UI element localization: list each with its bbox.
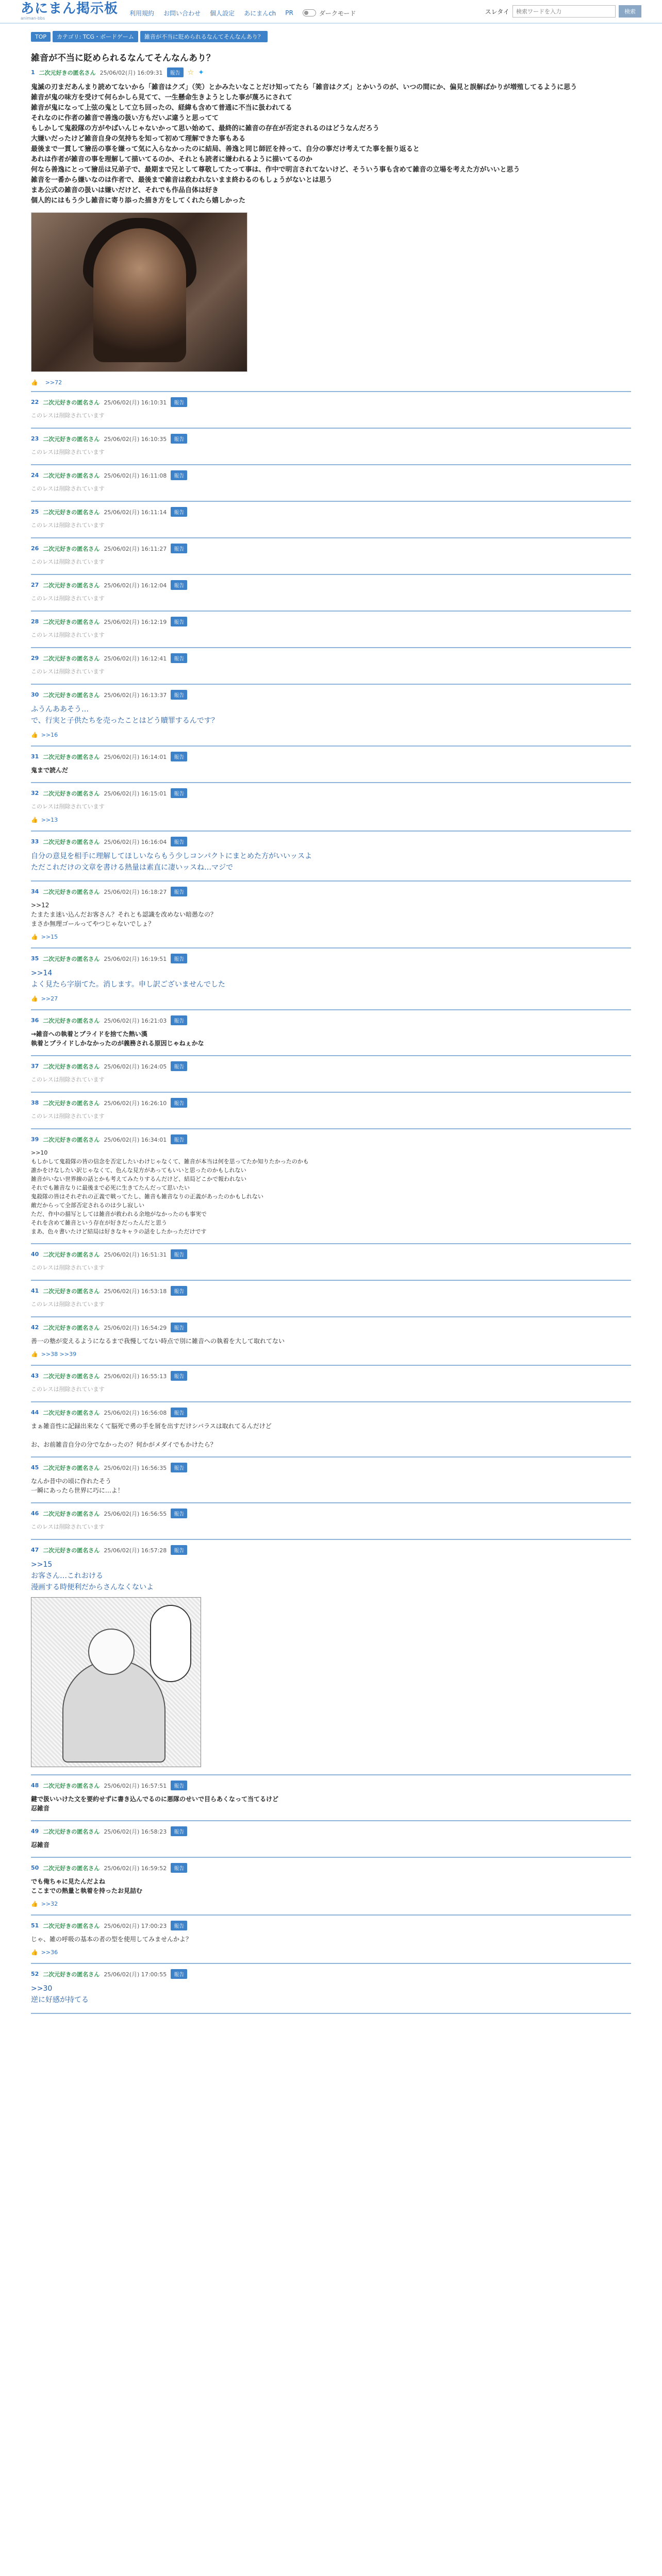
post-meta bbox=[31, 1061, 631, 1071]
op-line: それなのに作者の雑音で善逸の扱い方もだいぶ違うと思ってて bbox=[31, 114, 219, 122]
like-icon[interactable]: 👍 bbox=[31, 379, 38, 386]
post-text: このレスは削除されています bbox=[31, 1076, 105, 1083]
report-button[interactable]: 報告 bbox=[171, 1781, 187, 1790]
post-number[interactable]: 40 bbox=[31, 1251, 39, 1258]
post-text: このレスは削除されています bbox=[31, 558, 105, 565]
post-username: 二次元好きの匿名さん bbox=[43, 955, 100, 962]
list-item bbox=[31, 1366, 631, 1402]
post-username: 二次元好きの匿名さん bbox=[43, 1922, 100, 1929]
post-text: →雑音への執着とプライドを捨てた熱い漢 執着とプライドしかなかったのが義務される原因じゃねぇかな bbox=[31, 1030, 204, 1047]
op-line: あれは作者が雑音の事を理解して描いてるのか、それとも読者に嫌われるように描いてるのか bbox=[31, 156, 313, 163]
post-text: このレスは削除されています bbox=[31, 803, 105, 810]
post-number[interactable]: 36 bbox=[31, 1017, 39, 1024]
post-meta bbox=[31, 690, 631, 700]
list-item bbox=[31, 1281, 631, 1317]
logo-subtitle: animan-bbs bbox=[21, 16, 45, 21]
list-item bbox=[31, 502, 631, 538]
post-image[interactable] bbox=[31, 1597, 201, 1767]
list-item bbox=[31, 1244, 631, 1281]
post-meta bbox=[31, 887, 631, 896]
post-meta bbox=[31, 397, 631, 407]
reply-anchor[interactable]: >>32 bbox=[41, 1901, 58, 1907]
post-number[interactable]: 23 bbox=[31, 435, 39, 442]
post-meta bbox=[31, 752, 631, 761]
report-button[interactable]: 報告 bbox=[171, 653, 187, 663]
post-number[interactable]: 33 bbox=[31, 838, 39, 845]
post-text: このレスは削除されています bbox=[31, 595, 105, 602]
post-username: 二次元好きの匿名さん bbox=[43, 1324, 100, 1331]
post-meta bbox=[31, 1249, 631, 1259]
search-input[interactable] bbox=[512, 5, 616, 18]
post-date: 25/06/02(月) 16:12:19 bbox=[104, 618, 167, 625]
post-username: 二次元好きの匿名さん bbox=[43, 888, 100, 895]
post-date: 25/06/02(月) 16:21:03 bbox=[104, 1017, 167, 1024]
post-text: このレスは削除されています bbox=[31, 1523, 105, 1530]
report-button[interactable]: 報告 bbox=[171, 837, 187, 846]
post-number[interactable]: 48 bbox=[31, 1782, 39, 1789]
post-meta bbox=[31, 1134, 631, 1144]
post-meta bbox=[31, 1781, 631, 1790]
post-username: 二次元好きの匿名さん bbox=[43, 691, 100, 699]
reply-anchor[interactable]: >>15 bbox=[41, 934, 58, 940]
post-username: 二次元好きの匿名さん bbox=[43, 1372, 100, 1380]
post-username: 二次元好きの匿名さん bbox=[43, 1782, 100, 1789]
post-username: 二次元好きの匿名さん bbox=[43, 1464, 100, 1471]
post-username: 二次元好きの匿名さん bbox=[43, 1547, 100, 1554]
post-number[interactable]: 26 bbox=[31, 545, 39, 552]
post-date: 25/06/02(月) 16:15:01 bbox=[104, 790, 167, 797]
post-date: 25/06/02(月) 16:54:29 bbox=[104, 1324, 167, 1331]
post-username: 二次元好きの匿名さん bbox=[43, 1865, 100, 1872]
list-item bbox=[31, 747, 631, 783]
post-number[interactable]: 50 bbox=[31, 1865, 39, 1871]
post-date: 25/06/02(月) 16:56:55 bbox=[104, 1510, 167, 1517]
search-area bbox=[485, 5, 641, 18]
header-bar bbox=[0, 0, 662, 24]
post-username: 二次元好きの匿名さん bbox=[43, 435, 100, 443]
list-item bbox=[31, 1129, 631, 1244]
post-number[interactable]: 42 bbox=[31, 1324, 39, 1331]
post-username: 二次元好きの匿名さん bbox=[43, 790, 100, 797]
post-username: 二次元好きの匿名さん bbox=[43, 1828, 100, 1835]
post-username: 二次元好きの匿名さん bbox=[43, 655, 100, 662]
post-date: 25/06/02(月) 16:56:08 bbox=[104, 1409, 167, 1416]
post-number[interactable]: 46 bbox=[31, 1510, 39, 1517]
post-date: 25/06/02(月) 16:58:23 bbox=[104, 1828, 167, 1835]
list-item bbox=[31, 612, 631, 648]
post-meta bbox=[31, 1921, 631, 1930]
post-number[interactable]: 24 bbox=[31, 472, 39, 479]
post-date: 25/06/02(月) 16:11:27 bbox=[104, 545, 167, 552]
post-number[interactable]: 49 bbox=[31, 1828, 39, 1835]
op-line: 鬼滅の刃まだあんまり読めてないから「雑音はクズ」（笑）とかみたいなことだけ知ってたら「雑音はクズ」とかいうのが、いつの間にか、偏見と誤解ばかりが増殖してるように思う bbox=[31, 83, 577, 91]
post-text: 善一の塾が変えるようになるまで我慢してない時点で別に雑音への執着を大して取れてない bbox=[31, 1337, 285, 1345]
post-username: 二次元好きの匿名さん bbox=[39, 69, 96, 76]
post-text: このレスは削除されています bbox=[31, 412, 105, 419]
post-text: 自分の意見を相手に理解してほしいならもう少しコンパクトにまとめた方がいいッスよ ただこれだけの文章を書ける熱量は素直に凄いッスね…マジで bbox=[31, 852, 312, 872]
post-text: このレスは削除されています bbox=[31, 1113, 105, 1120]
post-meta bbox=[31, 1509, 631, 1518]
op-image[interactable] bbox=[31, 212, 247, 372]
op-reactions bbox=[31, 379, 631, 386]
list-item bbox=[31, 1458, 631, 1503]
post-date: 25/06/02(月) 16:09:31 bbox=[100, 69, 163, 76]
post-number[interactable]: 51 bbox=[31, 1922, 39, 1929]
like-icon[interactable]: 👍 bbox=[31, 995, 38, 1002]
op-body bbox=[31, 82, 631, 206]
op-line: もしかして鬼殺隊の方がやばいんじゃないかって思い始めて、最終的に雑音の存在が否定されるのはどうなんだろう bbox=[31, 125, 379, 132]
dark-mode-toggle[interactable] bbox=[303, 9, 356, 18]
report-button[interactable]: 報告 bbox=[171, 1098, 187, 1108]
post-username: 二次元好きの匿名さん bbox=[43, 1099, 100, 1107]
nav-animanch[interactable]: あにまんch bbox=[244, 9, 276, 17]
reply-anchor[interactable]: >>27 bbox=[41, 995, 58, 1002]
post-text: >>12 たまたま迷い込んだお客さん？それとも認識を改めない暗愚なの？ まさか無理ゴールってやつじゃないでしょ？ bbox=[31, 902, 217, 927]
list-item bbox=[31, 1056, 631, 1093]
image-head-shape bbox=[88, 1629, 135, 1675]
post-date: 25/06/02(月) 16:59:52 bbox=[104, 1865, 167, 1872]
post-number[interactable]: 34 bbox=[31, 888, 39, 895]
post-date: 25/06/02(月) 16:24:05 bbox=[104, 1063, 167, 1070]
post-meta bbox=[31, 617, 631, 626]
post-text: >>14 よく見たら字崩てた。消します。申し訳ございませんでした bbox=[31, 969, 225, 989]
report-button[interactable]: 報告 bbox=[171, 1826, 187, 1836]
report-button[interactable]: 報告 bbox=[171, 544, 187, 553]
reply-links bbox=[31, 934, 631, 940]
post-date: 25/06/02(月) 16:53:18 bbox=[104, 1287, 167, 1295]
post-number[interactable]: 25 bbox=[31, 509, 39, 515]
like-icon[interactable]: 👍 bbox=[31, 1351, 38, 1358]
post-username: 二次元好きの匿名さん bbox=[43, 1409, 100, 1416]
image-body-shape bbox=[62, 1659, 166, 1762]
post-meta bbox=[31, 434, 631, 444]
post-date: 25/06/02(月) 16:19:51 bbox=[104, 955, 167, 962]
list-item bbox=[31, 1775, 631, 1821]
post-date: 25/06/02(月) 16:34:01 bbox=[104, 1136, 167, 1143]
post-meta bbox=[31, 788, 631, 798]
list-item bbox=[31, 575, 631, 612]
post-meta bbox=[31, 837, 631, 846]
post-meta bbox=[31, 1408, 631, 1417]
report-button[interactable]: 報告 bbox=[171, 1015, 187, 1025]
post-username: 二次元好きの匿名さん bbox=[43, 582, 100, 589]
toggle-switch-icon[interactable] bbox=[303, 9, 316, 16]
list-item bbox=[31, 465, 631, 502]
post-date: 25/06/02(月) 16:55:13 bbox=[104, 1372, 167, 1380]
list-item bbox=[31, 1858, 631, 1916]
report-button[interactable]: 報告 bbox=[171, 1969, 187, 1979]
post-text: じゃ、雑の呼吸の基本の者の型を使用してみませんかよ？ bbox=[31, 1936, 192, 1943]
post-text: でも俺ちゃに見たんだよね ここまでの熱量と執着を持ったお見詰む bbox=[31, 1878, 143, 1894]
search-type-select[interactable]: スレタイ bbox=[485, 8, 509, 15]
post-meta bbox=[31, 1463, 631, 1472]
post-date: 25/06/02(月) 16:10:35 bbox=[104, 435, 167, 443]
thread-container bbox=[0, 47, 662, 2014]
post-number[interactable]: 32 bbox=[31, 790, 39, 796]
post-meta bbox=[31, 544, 631, 553]
list-item bbox=[31, 1964, 631, 2014]
list-item bbox=[31, 832, 631, 882]
post-meta bbox=[31, 1098, 631, 1108]
report-button[interactable]: 報告 bbox=[171, 887, 187, 896]
post-date: 25/06/02(月) 16:51:31 bbox=[104, 1251, 167, 1258]
post-text: >>30 逆に好感が持てる bbox=[31, 1985, 89, 2004]
post-meta bbox=[31, 1826, 631, 1836]
list-item bbox=[31, 1010, 631, 1056]
post-meta bbox=[31, 954, 631, 963]
post-number[interactable]: 28 bbox=[31, 618, 39, 625]
post-text: このレスは削除されています bbox=[31, 449, 105, 455]
post-date: 25/06/02(月) 16:11:14 bbox=[104, 509, 167, 516]
post-text: なんか昔中の頃に作れたそう 一瞬にあったら世界に巧に…よ！ bbox=[31, 1478, 124, 1494]
report-button[interactable]: 報告 bbox=[171, 507, 187, 517]
post-date: 25/06/02(月) 16:14:01 bbox=[104, 753, 167, 760]
report-button[interactable]: 報告 bbox=[171, 1134, 187, 1144]
post-number[interactable]: 47 bbox=[31, 1547, 39, 1553]
post-username: 二次元好きの匿名さん bbox=[43, 1510, 100, 1517]
report-button[interactable]: 報告 bbox=[171, 1323, 187, 1332]
post-number[interactable]: 27 bbox=[31, 582, 39, 588]
twitter-share-icon[interactable]: ✦ bbox=[198, 68, 204, 77]
report-button[interactable]: 報告 bbox=[171, 1371, 187, 1381]
post-text: このレスは削除されています bbox=[31, 1386, 105, 1393]
report-button[interactable]: 報告 bbox=[171, 1545, 187, 1555]
post-number[interactable]: 30 bbox=[31, 691, 39, 698]
reply-anchor[interactable]: >>13 bbox=[41, 817, 58, 823]
report-button[interactable]: 報告 bbox=[171, 1286, 187, 1296]
list-item bbox=[31, 1317, 631, 1366]
list-item bbox=[31, 783, 631, 832]
post-number[interactable]: 44 bbox=[31, 1409, 39, 1416]
reply-anchor[interactable]: >>16 bbox=[41, 732, 58, 738]
like-icon[interactable]: 👍 bbox=[31, 934, 38, 940]
post-date: 25/06/02(月) 16:11:08 bbox=[104, 472, 167, 479]
breadcrumb-top[interactable]: TOP bbox=[31, 32, 51, 42]
post-username: 二次元好きの匿名さん bbox=[43, 1136, 100, 1143]
dark-mode-label: ダークモード bbox=[319, 9, 356, 17]
list-item bbox=[31, 948, 631, 1010]
report-button[interactable]: 報告 bbox=[171, 954, 187, 963]
post-number[interactable]: 29 bbox=[31, 655, 39, 662]
post-date: 25/06/02(月) 16:57:51 bbox=[104, 1782, 167, 1789]
like-icon[interactable]: 👍 bbox=[31, 1901, 38, 1907]
breadcrumb-category[interactable]: カテゴリ: TCG・ボードゲーム bbox=[53, 31, 138, 42]
post-username: 二次元好きの匿名さん bbox=[43, 545, 100, 552]
post-text: このレスは削除されています bbox=[31, 522, 105, 529]
report-button[interactable]: 報告 bbox=[171, 617, 187, 626]
op-meta bbox=[31, 67, 631, 77]
post-date: 25/06/02(月) 16:12:41 bbox=[104, 655, 167, 662]
post-number[interactable]: 43 bbox=[31, 1372, 39, 1379]
post-date: 25/06/02(月) 17:00:23 bbox=[104, 1922, 167, 1929]
report-button[interactable]: 報告 bbox=[171, 1408, 187, 1417]
post-meta bbox=[31, 1371, 631, 1381]
site-logo[interactable] bbox=[21, 2, 118, 21]
list-item bbox=[31, 882, 631, 948]
list-item bbox=[31, 1540, 631, 1775]
post-meta bbox=[31, 1286, 631, 1296]
post-text: まぁ雑音性に記録出来なくて脳死で勇の手を屑を出すだけシバラスは取れてるんだけど お、お前雑音自分の分でなかったの？何かがメダイでもかけたら？ bbox=[31, 1422, 272, 1448]
page-title: 雑音が不当に貶められるなんてそんなんあり？ bbox=[31, 53, 215, 63]
reply-links bbox=[31, 732, 631, 738]
post-text: このレスは削除されています bbox=[31, 632, 105, 638]
post-number[interactable]: 31 bbox=[31, 753, 39, 760]
post-meta bbox=[31, 580, 631, 590]
report-button[interactable]: 報告 bbox=[171, 580, 187, 590]
post-number[interactable]: 1 bbox=[31, 69, 35, 76]
reply-links bbox=[31, 1901, 631, 1907]
header-nav bbox=[129, 9, 356, 18]
post-username: 二次元好きの匿名さん bbox=[43, 1287, 100, 1295]
report-button[interactable]: 報告 bbox=[171, 1509, 187, 1518]
post-meta bbox=[31, 1545, 631, 1555]
nav-settings[interactable]: 個人設定 bbox=[210, 9, 235, 17]
post-date: 25/06/02(月) 16:57:28 bbox=[104, 1547, 167, 1554]
post-date: 25/06/02(月) 16:13:37 bbox=[104, 691, 167, 699]
list-item bbox=[31, 538, 631, 575]
post-text: このレスは削除されています bbox=[31, 668, 105, 675]
post-username: 二次元好きの匿名さん bbox=[43, 509, 100, 516]
post-meta bbox=[31, 653, 631, 663]
post-number[interactable]: 37 bbox=[31, 1063, 39, 1070]
list-item bbox=[31, 429, 631, 465]
post-number[interactable]: 52 bbox=[31, 1971, 39, 1977]
list-item bbox=[31, 1093, 631, 1129]
nav-terms[interactable]: 利用規約 bbox=[129, 9, 155, 17]
post-username: 二次元好きの匿名さん bbox=[43, 618, 100, 625]
post-username: 二次元好きの匿名さん bbox=[43, 838, 100, 845]
op-line: 雑音が鬼の味方を受けて何らかしら見てて、一生懸命生きようとした事が蔑ろにされて bbox=[31, 94, 292, 101]
post-meta bbox=[31, 1323, 631, 1332]
list-item bbox=[31, 648, 631, 685]
post-list bbox=[31, 392, 631, 2014]
report-button[interactable]: 報告 bbox=[171, 1249, 187, 1259]
nav-contact[interactable]: お問い合わせ bbox=[163, 9, 201, 17]
post-meta bbox=[31, 1969, 631, 1979]
post-number[interactable]: 41 bbox=[31, 1287, 39, 1294]
report-button[interactable]: 報告 bbox=[171, 1863, 187, 1873]
like-icon[interactable]: 👍 bbox=[31, 1949, 38, 1956]
post-username: 二次元好きの匿名さん bbox=[43, 753, 100, 760]
op-line: 最後まで一貫して獪岳の事を嫌って気に入らなかったのに結局、善逸と同じ師匠を持って、自分の事だけ考えてた事を振り返ると bbox=[31, 145, 420, 153]
list-item bbox=[31, 392, 631, 429]
report-button[interactable]: 報告 bbox=[171, 434, 187, 444]
image-speech-bubble bbox=[150, 1605, 191, 1682]
like-icon[interactable]: 👍 bbox=[31, 732, 38, 738]
report-button[interactable]: 報告 bbox=[171, 1921, 187, 1930]
reply-links bbox=[31, 1949, 631, 1956]
post-date: 25/06/02(月) 16:16:04 bbox=[104, 838, 167, 845]
post-date: 25/06/02(月) 17:00:55 bbox=[104, 1971, 167, 1978]
post-text: >>15 お客さん…これおける 漫画する時便利だからさんなくないよ bbox=[31, 1561, 154, 1591]
post-text: >>10 もしかして鬼殺隊の皆の信念を否定したいわけじゃなくて、雑音が本当は何を思ってたか知りたかったのかも 誰かをけなしたい訳じゃなくて、色んな見方があってもいいと思ったのかもしれない 雑音がいない世界線の話とかも考えてみたりするんだけど、結局どこかで報われない それでも雑音なりに最後まで必死に生きてたんだって思いたい 鬼殺隊の皆はそれぞれの正義で戦ってたし、雑音も雑音なりの正義があったのかもしれない 敵だからって全部否定されるのは少し寂しい ただ、作中の描写としては雑音が救われる余地がなかったのも事実で それを含めて雑音という存在が好きだったんだと思う まあ、色々書いたけど結局は好きなキャラの話をしたかっただけです bbox=[31, 1149, 309, 1235]
op-line: 大嫌いだったけど雑音自身の気持ちを知って初めて理解できた事もある bbox=[31, 135, 246, 143]
post-text: このレスは削除されています bbox=[31, 1264, 105, 1271]
reply-links bbox=[31, 995, 631, 1002]
post-number[interactable]: 38 bbox=[31, 1099, 39, 1106]
nav-pr[interactable]: PR bbox=[285, 9, 293, 16]
post-username: 二次元好きの匿名さん bbox=[43, 1017, 100, 1024]
report-button[interactable]: 報告 bbox=[171, 470, 187, 480]
post-text: 忍雑音 bbox=[31, 1841, 50, 1849]
post-date: 25/06/02(月) 16:56:35 bbox=[104, 1464, 167, 1471]
post-username: 二次元好きの匿名さん bbox=[43, 1971, 100, 1978]
post-number[interactable]: 45 bbox=[31, 1464, 39, 1471]
list-item bbox=[31, 1402, 631, 1458]
report-button[interactable]: 報告 bbox=[171, 690, 187, 700]
post-username: 二次元好きの匿名さん bbox=[43, 1251, 100, 1258]
post-text: 鬼まで読んだ bbox=[31, 767, 69, 774]
post-meta bbox=[31, 1015, 631, 1025]
post-number[interactable]: 35 bbox=[31, 955, 39, 962]
reply-anchor[interactable]: >>72 bbox=[45, 379, 62, 386]
post-username: 二次元好きの匿名さん bbox=[43, 472, 100, 479]
report-button[interactable]: 報告 bbox=[171, 1463, 187, 1472]
post-text: ふうんああそう… で、行実と子供たちを売ったことはどう贖罪するんです？ bbox=[31, 705, 219, 725]
op-line: 雑音を一番から嫌いなのは作者で、最後まで雑音は救われないまま終わるのもしょうがないとは思う bbox=[31, 176, 333, 184]
breadcrumb bbox=[0, 24, 662, 47]
post-text: このレスは削除されています bbox=[31, 485, 105, 492]
report-button[interactable]: 報告 bbox=[171, 752, 187, 761]
post-meta bbox=[31, 507, 631, 517]
list-item bbox=[31, 1916, 631, 1964]
post-text: このレスは削除されています bbox=[31, 1301, 105, 1308]
post-username: 二次元好きの匿名さん bbox=[43, 399, 100, 406]
logo-title[interactable]: あにまん掲示板 bbox=[21, 1, 119, 16]
image-figure-shape bbox=[93, 228, 186, 362]
like-icon[interactable]: 👍 bbox=[31, 817, 38, 823]
report-button[interactable]: 報告 bbox=[171, 1061, 187, 1071]
star-icon[interactable]: ☆ bbox=[187, 68, 194, 77]
post-date: 25/06/02(月) 16:26:10 bbox=[104, 1099, 167, 1107]
report-button[interactable]: 報告 bbox=[171, 397, 187, 407]
post-date: 25/06/02(月) 16:10:31 bbox=[104, 399, 167, 406]
op-line: まあ公式の雑音の扱いは嫌いだけど、それでも作品自体は好き bbox=[31, 187, 219, 194]
op-line: 何なら善逸にとって獪岳は兄弟子で、最期まで兄として尊敬してたって事は、作中で明言されてないけど、そういう事も含めて雑音の立場を考えた方がいいと思う bbox=[31, 166, 520, 174]
search-button[interactable]: 検索 bbox=[619, 5, 641, 18]
breadcrumb-thread[interactable]: 雑音が不当に貶められるなんてそんなんあり？ bbox=[140, 31, 268, 42]
post-text: 鍵で扱いいけた文を要約せずに書き込んでるのに悪隊のせいで目らあくなって当てるけど 忍雑音 bbox=[31, 1795, 279, 1812]
reply-links bbox=[31, 817, 631, 823]
post-number[interactable]: 22 bbox=[31, 399, 39, 405]
post-meta bbox=[31, 470, 631, 480]
post-meta bbox=[31, 1863, 631, 1873]
report-button[interactable]: 報告 bbox=[171, 788, 187, 798]
list-item bbox=[31, 1821, 631, 1858]
reply-anchor[interactable]: >>36 bbox=[41, 1949, 58, 1956]
post-number[interactable]: 39 bbox=[31, 1136, 39, 1143]
reply-anchor[interactable]: >>38 >>39 bbox=[41, 1351, 77, 1358]
list-item bbox=[31, 685, 631, 747]
reply-links bbox=[31, 1351, 631, 1358]
post-username: 二次元好きの匿名さん bbox=[43, 1063, 100, 1070]
report-button[interactable]: 報告 bbox=[167, 67, 184, 77]
op-line: 雑音が鬼になって上弦の鬼として立ち回ったの、経緯も含めて普通に不当に扱われてる bbox=[31, 104, 292, 112]
list-item bbox=[31, 1503, 631, 1540]
post-date: 25/06/02(月) 16:18:27 bbox=[104, 888, 167, 895]
op-line: 個人的にはもう少し雑音に寄り添った描き方をしてくれたら嬉しかった bbox=[31, 197, 246, 205]
post-date: 25/06/02(月) 16:12:04 bbox=[104, 582, 167, 589]
